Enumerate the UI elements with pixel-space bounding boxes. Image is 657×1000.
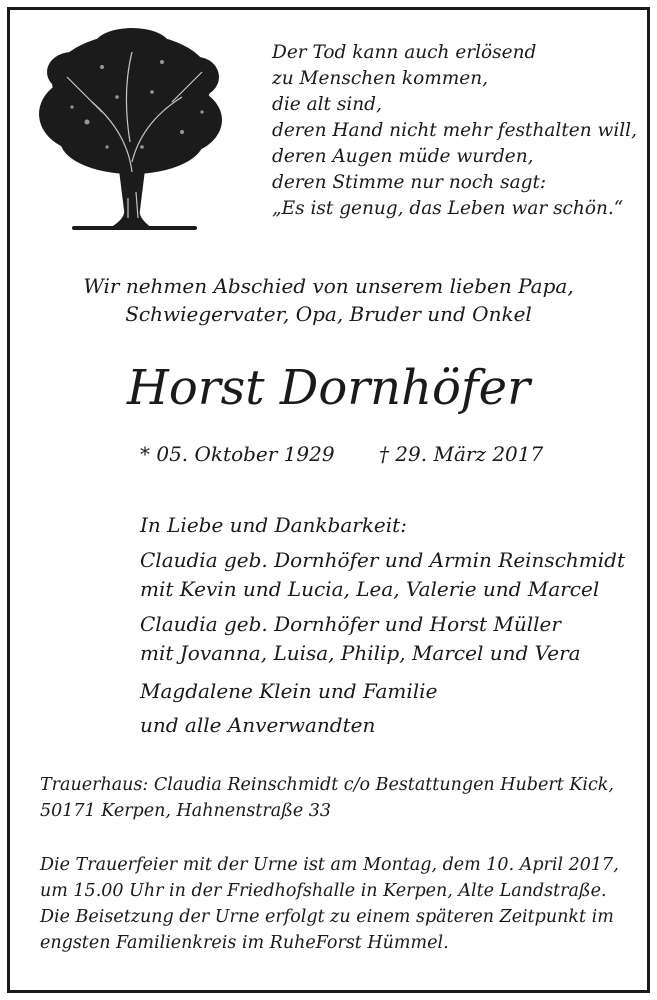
mourner-line: Claudia geb. Dornhöfer und Armin Reinschmidt — [140, 548, 625, 572]
poem-line: Der Tod kann auch erlösend — [272, 42, 537, 63]
death-date: † 29. März 2017 — [378, 442, 544, 466]
ceremony-info — [40, 852, 619, 956]
life-dates — [140, 440, 543, 468]
poem-line: deren Hand nicht mehr festhalten will, — [272, 120, 637, 141]
mourner-line: und alle Anverwandten — [140, 713, 376, 737]
farewell-intro — [0, 272, 657, 328]
ceremony-line: Die Trauerfeier mit der Urne ist am Montag, dem 10. April 2017, — [40, 855, 619, 875]
mourner-line: Claudia geb. Dornhöfer und Horst Müller — [140, 612, 561, 636]
poem — [272, 40, 652, 222]
mourners-list — [140, 508, 625, 742]
poem-line: deren Stimme nur noch sagt: — [272, 172, 547, 193]
birth-date: * 05. Oktober 1929 — [140, 442, 335, 466]
trauerhaus-line-1: Trauerhaus: Claudia Reinschmidt c/o Bestattungen Hubert Kick, — [40, 775, 614, 795]
intro-line-1: Wir nehmen Abschied von unserem lieben Papa, — [83, 274, 574, 298]
mourner-line: mit Kevin und Lucia, Lea, Valerie und Marcel — [140, 577, 600, 601]
ceremony-line: engsten Familienkreis im RuheForst Hümmel. — [40, 933, 449, 953]
poem-line: die alt sind, — [272, 94, 382, 115]
deceased-name: Horst Dornhöfer — [126, 360, 531, 416]
mourners-heading: In Liebe und Dankbarkeit: — [140, 513, 407, 537]
poem-line: zu Menschen kommen, — [272, 68, 489, 89]
ceremony-line: um 15.00 Uhr in der Friedhofshalle in Kerpen, Alte Landstraße. — [40, 881, 607, 901]
poem-line: „Es ist genug, das Leben war schön.“ — [272, 198, 624, 219]
poem-line: deren Augen müde wurden, — [272, 146, 534, 167]
house-of-mourning — [40, 772, 614, 824]
mourner-line: mit Jovanna, Luisa, Philip, Marcel und Vera — [140, 641, 581, 665]
trauerhaus-line-2: 50171 Kerpen, Hahnenstraße 33 — [40, 801, 332, 821]
ceremony-line: Die Beisetzung der Urne erfolgt zu einem späteren Zeitpunkt im — [40, 907, 614, 927]
mourner-line: Magdalene Klein und Familie — [140, 679, 438, 703]
tree-icon — [32, 22, 232, 242]
intro-line-2: Schwiegervater, Opa, Bruder und Onkel — [125, 302, 532, 326]
